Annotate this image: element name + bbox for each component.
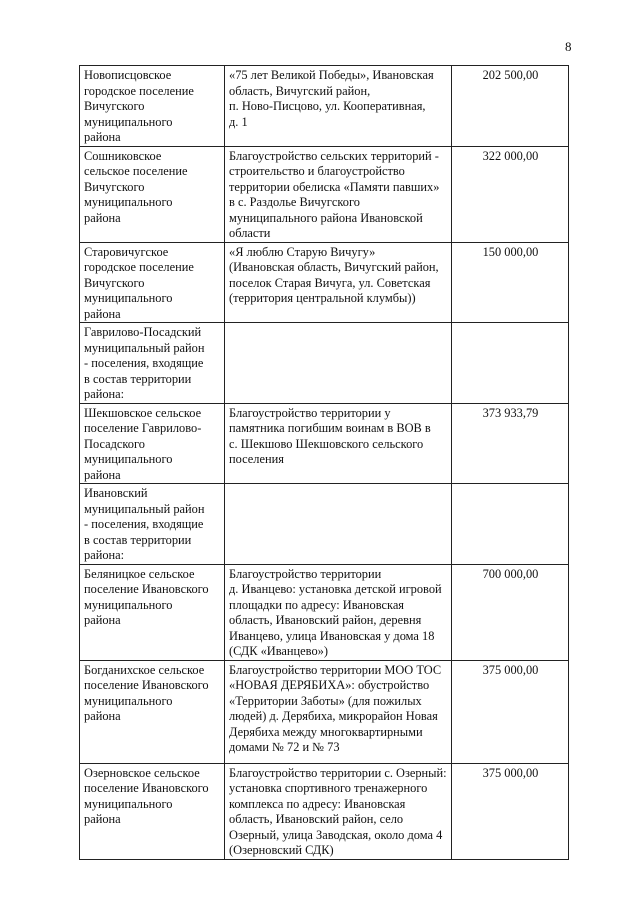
description-line: п. Ново-Писцово, ул. Кооперативная, — [229, 99, 426, 113]
description-line: (Ивановская область, Вичугский район, — [229, 260, 439, 274]
description-line: поселения — [229, 452, 284, 466]
table-row — [80, 146, 569, 242]
description-line: Благоустройство территории с. Озерный: — [229, 765, 447, 780]
settlement-name-line: муниципального — [84, 796, 173, 811]
amount-cell — [452, 763, 569, 859]
amount-cell — [452, 242, 569, 323]
settlement-name-line: Вичугского — [84, 99, 145, 113]
description-line: памятника погибшим воинам в ВОВ в — [229, 421, 431, 435]
amount-cell — [452, 484, 569, 565]
settlement-name-line: Шекшовское сельское — [84, 405, 202, 420]
settlement-name-line: Озерновское сельское — [84, 765, 200, 780]
amount-value: 202 500,00 — [482, 68, 539, 82]
project-description-cell — [225, 242, 452, 323]
description-line: область, Ивановский район, село — [229, 812, 404, 826]
amount-cell — [452, 146, 569, 242]
description-line: комплекса по адресу: Ивановская — [229, 796, 406, 811]
settlement-name-line: муниципального — [84, 452, 173, 466]
settlement-name-line: в состав территории — [84, 371, 192, 386]
settlement-name-line: Ивановский — [84, 486, 148, 500]
settlement-name-line: - поселения, входящие — [84, 356, 204, 370]
description-line: Благоустройство сельских территорий - — [229, 148, 439, 163]
table-row — [80, 66, 569, 147]
settlement-name-line: городское поселение — [84, 83, 194, 98]
description-line: площадки по адресу: Ивановская — [229, 597, 405, 612]
settlement-name-line: района: — [84, 387, 125, 401]
description-line: строительство и благоустройство — [229, 164, 405, 178]
table-row — [80, 323, 569, 404]
description-line: с. Шекшово Шекшовского сельского — [229, 436, 424, 451]
settlement-cell — [80, 146, 225, 242]
settlement-name-line: района — [84, 467, 121, 482]
settlement-name-line: муниципального — [84, 693, 173, 708]
amount-value: 375 000,00 — [482, 765, 539, 780]
description-line: «75 лет Великой Победы», Ивановская — [229, 68, 434, 82]
settlement-cell — [80, 763, 225, 859]
description-line: (Озерновский СДК) — [229, 843, 334, 857]
settlement-name-line: района — [84, 613, 121, 627]
settlement-name-line: - поселения, входящие — [84, 517, 204, 531]
settlement-name-line: поселение Гаврилово- — [84, 421, 202, 435]
settlement-name-line: поселение Ивановского — [84, 582, 209, 596]
table-row — [80, 660, 569, 763]
amount-cell — [452, 403, 569, 484]
project-description-cell — [225, 763, 452, 859]
description-line: людей) д. Дерябиха, микрорайон Новая — [229, 709, 438, 723]
settlement-name-line: Гаврилово-Посадский — [84, 325, 202, 339]
table-row — [80, 242, 569, 323]
project-description-cell — [225, 403, 452, 484]
settlement-name-line: городское поселение — [84, 260, 194, 274]
settlement-name-line: района — [84, 306, 121, 321]
description-line: «Территории Заботы» (для пожилых — [229, 693, 422, 708]
settlement-cell — [80, 660, 225, 763]
description-line: Дерябиха между многоквартирными — [229, 724, 423, 739]
table-body — [80, 66, 569, 860]
description-line: муниципального района Ивановской — [229, 210, 423, 225]
settlement-name-line: в состав территории — [84, 532, 192, 547]
description-line: территории обелиска «Памяти павших» — [229, 179, 440, 194]
settlement-name-line: муниципального — [84, 195, 173, 209]
table-row — [80, 763, 569, 859]
amount-cell — [452, 564, 569, 660]
settlement-name-line: Беляницкое сельское — [84, 566, 195, 581]
table-row — [80, 484, 569, 565]
project-description-cell — [225, 484, 452, 565]
settlement-name-line: района — [84, 709, 121, 723]
description-line: установка спортивного тренажерного — [229, 781, 428, 795]
description-line: д. 1 — [229, 114, 248, 129]
page-number: 8 — [565, 39, 572, 54]
description-line: «НОВАЯ ДЕРЯБИХА»: обустройство — [229, 678, 430, 692]
amount-value: 150 000,00 — [482, 244, 539, 259]
settlement-name-line: Вичугского — [84, 275, 145, 290]
settlement-name-line: Богданихское сельское — [84, 662, 205, 677]
settlement-name-line: муниципальный район — [84, 340, 205, 355]
amount-cell — [452, 323, 569, 404]
settlement-name-line: муниципального — [84, 291, 173, 305]
settlement-name-line: Старовичугское — [84, 244, 169, 259]
description-line: «Я люблю Старую Вичугу» — [229, 244, 376, 259]
project-description-cell — [225, 66, 452, 147]
description-line: область, Вичугский район, — [229, 83, 371, 98]
settlement-name-line: муниципального — [84, 597, 173, 612]
description-line: домами № 72 и № 73 — [229, 740, 340, 754]
description-line: (СДК «Иванцево») — [229, 644, 328, 658]
settlement-name-line: сельское поселение — [84, 164, 188, 178]
settlement-cell — [80, 564, 225, 660]
description-line: поселок Старая Вичуга, ул. Советская — [229, 275, 431, 290]
description-line: область, Ивановский район, деревня — [229, 613, 422, 627]
settlement-cell — [80, 66, 225, 147]
description-line: Благоустройство территории у — [229, 405, 391, 420]
settlement-name-line: Новописцовское — [84, 68, 172, 82]
description-line: в с. Раздолье Вичугского — [229, 195, 360, 209]
settlement-name-line: района — [84, 210, 121, 225]
settlement-name-line: района: — [84, 548, 125, 562]
amount-cell — [452, 66, 569, 147]
settlement-name-line: Вичугского — [84, 179, 145, 194]
settlement-cell — [80, 242, 225, 323]
description-line: Иванцево, улица Ивановская у дома 18 — [229, 628, 435, 643]
settlement-name-line: муниципального — [84, 114, 173, 129]
amount-value: 322 000,00 — [482, 148, 539, 163]
settlement-cell — [80, 484, 225, 565]
description-line: области — [229, 226, 271, 240]
description-line: Озерный, улица Заводская, около дома 4 — [229, 827, 443, 842]
amount-value: 375 000,00 — [482, 662, 539, 677]
project-description-cell — [225, 660, 452, 763]
description-line: (территория центральной клумбы)) — [229, 291, 416, 305]
table-row — [80, 403, 569, 484]
table-row — [80, 564, 569, 660]
funding-table — [79, 65, 569, 860]
description-line: Благоустройство территории МОО ТОС — [229, 662, 442, 677]
settlement-name-line: района — [84, 812, 121, 826]
settlement-name-line: поселение Ивановского — [84, 781, 209, 795]
project-description-cell — [225, 564, 452, 660]
settlement-name-line: Посадского — [84, 436, 145, 451]
project-description-cell — [225, 323, 452, 404]
settlement-name-line: поселение Ивановского — [84, 678, 209, 692]
project-description-cell — [225, 146, 452, 242]
settlement-cell — [80, 323, 225, 404]
description-line: д. Иванцево: установка детской игровой — [229, 582, 442, 596]
settlement-name-line: Сошниковское — [84, 148, 162, 163]
amount-value: 700 000,00 — [482, 566, 539, 581]
settlement-name-line: района — [84, 130, 121, 144]
amount-value: 373 933,79 — [482, 405, 539, 420]
settlement-name-line: муниципальный район — [84, 501, 205, 516]
description-line: Благоустройство территории — [229, 566, 382, 581]
amount-cell — [452, 660, 569, 763]
settlement-cell — [80, 403, 225, 484]
